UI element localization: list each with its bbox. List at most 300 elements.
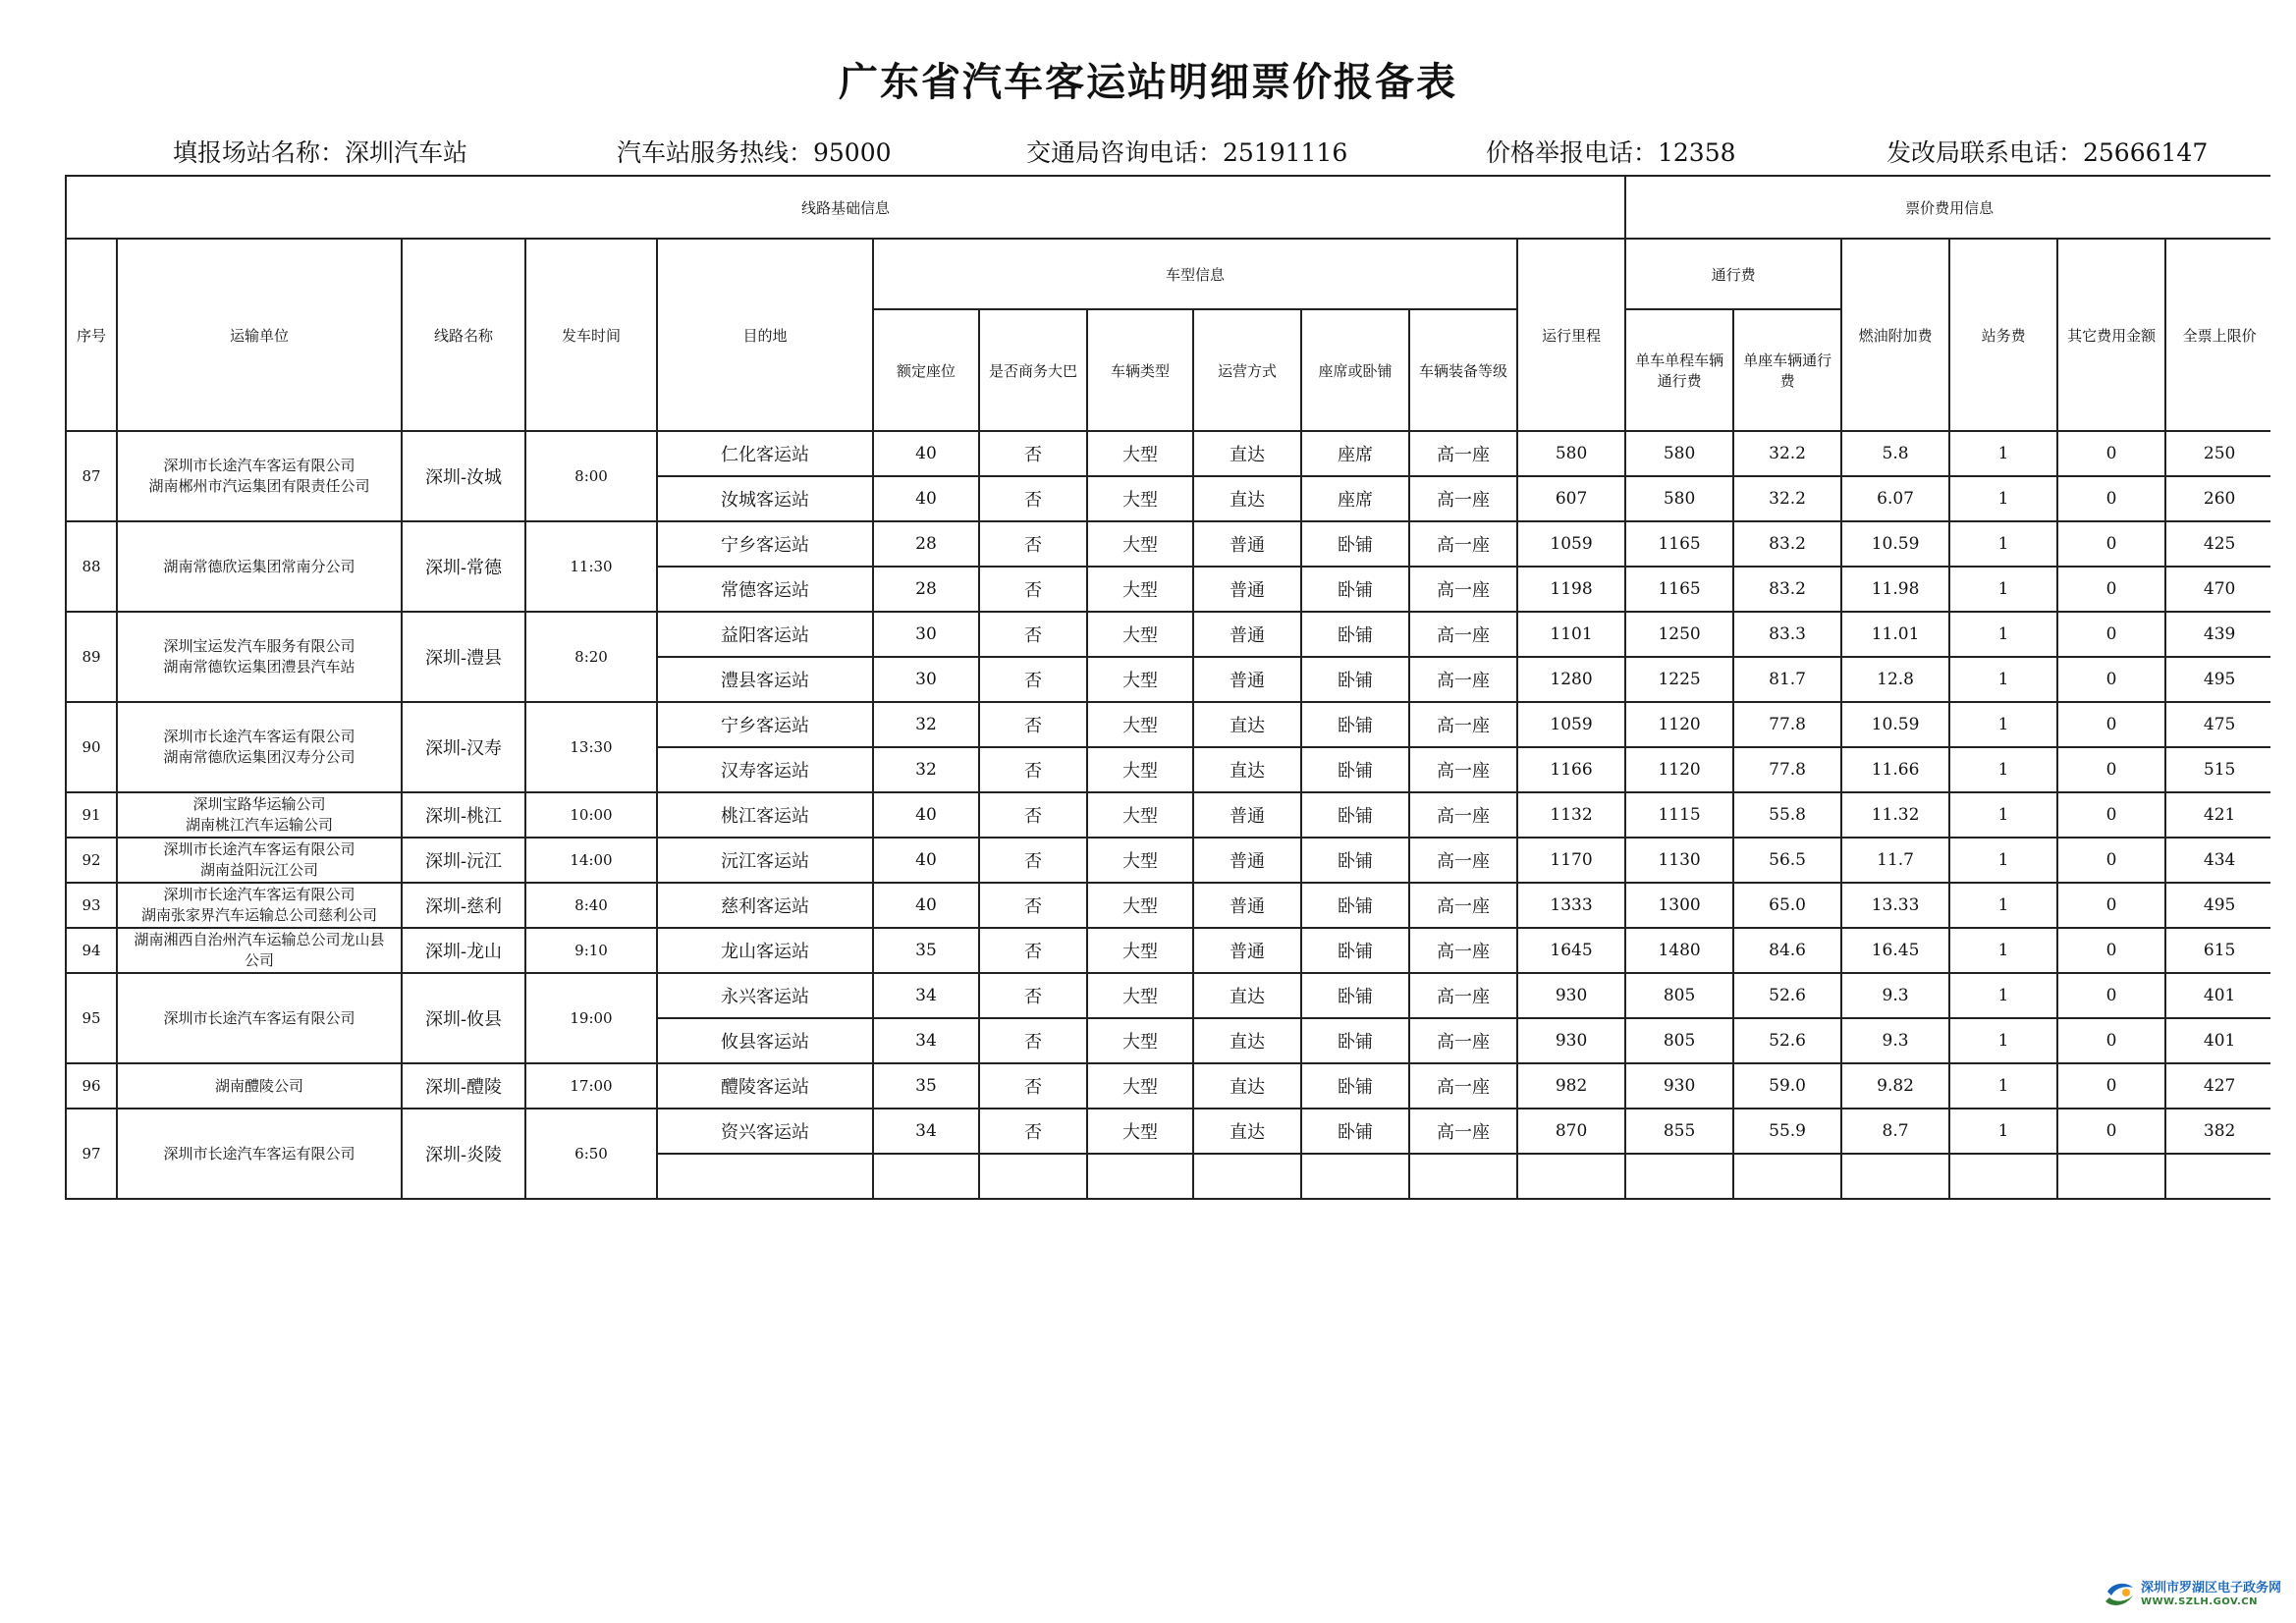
seats-cell <box>873 1154 979 1199</box>
mileage-cell: 930 <box>1517 1018 1625 1063</box>
company-name-line: 深圳市长途汽车客运有限公司 <box>163 840 355 858</box>
destination-cell: 常德客运站 <box>657 567 873 612</box>
station-fee-cell: 1 <box>1949 612 2057 657</box>
destination-cell: 仁化客运站 <box>657 431 873 476</box>
seat-or-sleeper-cell: 座席 <box>1301 476 1409 521</box>
header-equipment-level: 车辆装备等级 <box>1409 309 1517 431</box>
depart-time-cell: 8:20 <box>525 612 657 702</box>
seat-or-sleeper-cell: 卧铺 <box>1301 928 1409 973</box>
szlh-logo-icon <box>2102 1578 2137 1611</box>
vehicle-type-cell <box>1087 1154 1193 1199</box>
service-hotline-label: 汽车站服务热线：95000 <box>617 138 892 167</box>
equipment-level-cell: 高一座 <box>1409 431 1517 476</box>
header-company: 运输单位 <box>117 239 402 431</box>
seat-or-sleeper-cell: 卧铺 <box>1301 1018 1409 1063</box>
company-name-line: 湖南常德钦运集团澧县汽车站 <box>163 658 355 676</box>
equipment-level-cell: 高一座 <box>1409 1063 1517 1109</box>
seats-cell: 35 <box>873 928 979 973</box>
station-fee-cell: 1 <box>1949 567 2057 612</box>
business-bus-cell <box>979 1154 1087 1199</box>
company-name-line: 深圳市长途汽车客运有限公司 <box>163 457 355 474</box>
company-cell <box>117 1109 402 1199</box>
company-cell <box>117 1063 402 1109</box>
operation-mode-cell: 直达 <box>1193 973 1301 1018</box>
toll-per-seat-cell: 83.2 <box>1733 567 1841 612</box>
fuel-surcharge-cell: 10.59 <box>1841 702 1949 747</box>
header-seat-or-sleeper: 座席或卧铺 <box>1301 309 1409 431</box>
company-cell <box>117 973 402 1063</box>
operation-mode-cell: 普通 <box>1193 883 1301 928</box>
seat-or-sleeper-cell: 卧铺 <box>1301 747 1409 792</box>
company-name-line: 湖南张家界汽车运输总公司慈利公司 <box>140 906 377 924</box>
business-bus-cell: 否 <box>979 1018 1087 1063</box>
toll-per-vehicle-cell: 1120 <box>1625 747 1733 792</box>
vehicle-type-cell: 大型 <box>1087 702 1193 747</box>
price-cap-cell: 475 <box>2165 702 2270 747</box>
price-cap-cell: 495 <box>2165 883 2270 928</box>
toll-per-vehicle-cell: 1120 <box>1625 702 1733 747</box>
business-bus-cell: 否 <box>979 521 1087 567</box>
toll-per-vehicle-cell: 580 <box>1625 476 1733 521</box>
header-business-bus: 是否商务大巴 <box>979 309 1087 431</box>
toll-per-vehicle-cell: 1225 <box>1625 657 1733 702</box>
other-fee-cell: 0 <box>2057 567 2165 612</box>
header-depart-time: 发车时间 <box>525 239 657 431</box>
price-cap-cell: 439 <box>2165 612 2270 657</box>
company-name-line: 深圳市长途汽车客运有限公司 <box>163 1144 355 1163</box>
operation-mode-cell: 直达 <box>1193 747 1301 792</box>
other-fee-cell: 0 <box>2057 612 2165 657</box>
operation-mode-cell: 普通 <box>1193 657 1301 702</box>
mileage-cell: 1132 <box>1517 792 1625 838</box>
equipment-level-cell: 高一座 <box>1409 838 1517 883</box>
vehicle-type-cell: 大型 <box>1087 928 1193 973</box>
company-name-line: 深圳市长途汽车客运有限公司 <box>163 1008 355 1027</box>
logo-url-text: WWW.SZLH.GOV.CN <box>2141 1596 2258 1607</box>
other-fee-cell: 0 <box>2057 476 2165 521</box>
seats-cell: 34 <box>873 1109 979 1154</box>
station-fee-cell: 1 <box>1949 838 2057 883</box>
seats-cell: 28 <box>873 567 979 612</box>
company-name-line: 湖南醴陵公司 <box>214 1076 303 1095</box>
equipment-level-cell: 高一座 <box>1409 521 1517 567</box>
header-fuel-surcharge: 燃油附加费 <box>1841 239 1949 431</box>
company-cell <box>117 612 402 702</box>
vehicle-type-cell: 大型 <box>1087 567 1193 612</box>
destination-cell: 汉寿客运站 <box>657 747 873 792</box>
mileage-cell: 1166 <box>1517 747 1625 792</box>
vehicle-type-cell: 大型 <box>1087 1109 1193 1154</box>
seats-cell: 40 <box>873 476 979 521</box>
other-fee-cell: 0 <box>2057 928 2165 973</box>
toll-per-vehicle-cell: 805 <box>1625 973 1733 1018</box>
other-fee-cell: 0 <box>2057 1063 2165 1109</box>
operation-mode-cell <box>1193 1154 1301 1199</box>
fare-table-container <box>65 175 2270 1522</box>
header-toll: 通行费 <box>1625 239 1841 309</box>
company-cell <box>117 702 402 792</box>
fuel-surcharge-cell: 6.07 <box>1841 476 1949 521</box>
company-name-line: 湖南常德欣运集团汉寿分公司 <box>163 748 355 766</box>
seats-cell: 40 <box>873 431 979 476</box>
equipment-level-cell: 高一座 <box>1409 1018 1517 1063</box>
equipment-level-cell: 高一座 <box>1409 612 1517 657</box>
fuel-surcharge-cell <box>1841 1154 1949 1199</box>
route-cell: 深圳-沅江 <box>402 838 525 883</box>
station-fee-cell: 1 <box>1949 657 2057 702</box>
equipment-level-cell <box>1409 1154 1517 1199</box>
seq-cell: 95 <box>66 973 117 1063</box>
destination-cell: 汝城客运站 <box>657 476 873 521</box>
seq-cell: 87 <box>66 431 117 521</box>
price-cap-cell: 401 <box>2165 973 2270 1018</box>
route-cell: 深圳-汝城 <box>402 431 525 521</box>
station-name-label: 填报场站名称：深圳汽车站 <box>173 138 468 167</box>
station-fee-cell: 1 <box>1949 883 2057 928</box>
toll-per-seat-cell: 84.6 <box>1733 928 1841 973</box>
business-bus-cell: 否 <box>979 928 1087 973</box>
price-cap-cell: 427 <box>2165 1063 2270 1109</box>
fuel-surcharge-cell: 10.59 <box>1841 521 1949 567</box>
other-fee-cell: 0 <box>2057 883 2165 928</box>
company-cell <box>117 838 402 883</box>
other-fee-cell: 0 <box>2057 1109 2165 1154</box>
company-name-line: 湖南益阳沅江公司 <box>199 861 318 879</box>
seq-cell: 88 <box>66 521 117 612</box>
logo-chinese-text: 深圳市罗湖区电子政务网 <box>2141 1581 2282 1596</box>
site-logo <box>2102 1578 2281 1611</box>
equipment-level-cell: 高一座 <box>1409 883 1517 928</box>
toll-per-seat-cell: 52.6 <box>1733 1018 1841 1063</box>
fuel-surcharge-cell: 5.8 <box>1841 431 1949 476</box>
depart-time-cell: 17:00 <box>525 1063 657 1109</box>
vehicle-type-cell: 大型 <box>1087 612 1193 657</box>
operation-mode-cell: 普通 <box>1193 928 1301 973</box>
company-name-line: 深圳市长途汽车客运有限公司 <box>163 886 355 903</box>
price-cap-cell: 434 <box>2165 838 2270 883</box>
company-cell <box>117 521 402 612</box>
other-fee-cell: 0 <box>2057 431 2165 476</box>
mileage-cell: 1170 <box>1517 838 1625 883</box>
vehicle-type-cell: 大型 <box>1087 1018 1193 1063</box>
toll-per-seat-cell: 77.8 <box>1733 747 1841 792</box>
toll-per-seat-cell: 55.8 <box>1733 792 1841 838</box>
toll-per-vehicle-cell: 1165 <box>1625 567 1733 612</box>
mileage-cell: 580 <box>1517 431 1625 476</box>
toll-per-vehicle-cell: 1250 <box>1625 612 1733 657</box>
toll-per-vehicle-cell: 1115 <box>1625 792 1733 838</box>
fuel-surcharge-cell: 11.7 <box>1841 838 1949 883</box>
price-cap-cell: 250 <box>2165 431 2270 476</box>
traffic-bureau-phone-label: 交通局咨询电话：25191116 <box>1026 138 1348 167</box>
company-name-line: 湖南郴州市汽运集团有限责任公司 <box>148 477 370 495</box>
fuel-surcharge-cell: 13.33 <box>1841 883 1949 928</box>
seats-cell: 40 <box>873 838 979 883</box>
toll-per-vehicle-cell: 580 <box>1625 431 1733 476</box>
fuel-surcharge-cell: 9.3 <box>1841 1018 1949 1063</box>
company-cell <box>117 431 402 521</box>
mileage-cell: 982 <box>1517 1063 1625 1109</box>
operation-mode-cell: 直达 <box>1193 702 1301 747</box>
header-vehicle-type: 车辆类型 <box>1087 309 1193 431</box>
mileage-cell <box>1517 1154 1625 1199</box>
table-row <box>66 928 2270 973</box>
equipment-level-cell: 高一座 <box>1409 702 1517 747</box>
seq-cell: 93 <box>66 883 117 928</box>
price-cap-cell: 401 <box>2165 1018 2270 1063</box>
table-row <box>66 702 2270 747</box>
price-cap-cell: 382 <box>2165 1109 2270 1154</box>
table-row <box>66 1109 2270 1154</box>
price-report-phone-label: 价格举报电话：12358 <box>1486 138 1736 167</box>
destination-cell <box>657 1154 873 1199</box>
company-name-line: 湖南桃江汽车运输公司 <box>185 816 333 834</box>
seat-or-sleeper-cell: 座席 <box>1301 431 1409 476</box>
destination-cell: 醴陵客运站 <box>657 1063 873 1109</box>
business-bus-cell: 否 <box>979 612 1087 657</box>
mileage-cell: 1059 <box>1517 702 1625 747</box>
seq-cell: 97 <box>66 1109 117 1199</box>
other-fee-cell: 0 <box>2057 1018 2165 1063</box>
mileage-cell: 870 <box>1517 1109 1625 1154</box>
equipment-level-cell: 高一座 <box>1409 476 1517 521</box>
dev-bureau-phone-label: 发改局联系电话：25666147 <box>1886 138 2209 167</box>
station-fee-cell: 1 <box>1949 1018 2057 1063</box>
station-fee-cell <box>1949 1154 2057 1199</box>
route-cell: 深圳-攸县 <box>402 973 525 1063</box>
mileage-cell: 930 <box>1517 973 1625 1018</box>
route-cell: 深圳-汉寿 <box>402 702 525 792</box>
depart-time-cell: 19:00 <box>525 973 657 1063</box>
seat-or-sleeper-cell: 卧铺 <box>1301 702 1409 747</box>
seats-cell: 34 <box>873 973 979 1018</box>
seats-cell: 30 <box>873 657 979 702</box>
table-row <box>66 612 2270 657</box>
fare-table <box>65 175 2270 1200</box>
operation-mode-cell: 直达 <box>1193 1109 1301 1154</box>
depart-time-cell: 8:00 <box>525 431 657 521</box>
operation-mode-cell: 直达 <box>1193 1018 1301 1063</box>
mileage-cell: 1645 <box>1517 928 1625 973</box>
toll-per-seat-cell: 32.2 <box>1733 476 1841 521</box>
station-fee-cell: 1 <box>1949 792 2057 838</box>
company-cell <box>117 883 402 928</box>
business-bus-cell: 否 <box>979 476 1087 521</box>
equipment-level-cell: 高一座 <box>1409 792 1517 838</box>
equipment-level-cell: 高一座 <box>1409 747 1517 792</box>
price-cap-cell: 425 <box>2165 521 2270 567</box>
operation-mode-cell: 普通 <box>1193 567 1301 612</box>
seat-or-sleeper-cell: 卧铺 <box>1301 1109 1409 1154</box>
route-cell: 深圳-龙山 <box>402 928 525 973</box>
fuel-surcharge-cell: 11.98 <box>1841 567 1949 612</box>
depart-time-cell: 10:00 <box>525 792 657 838</box>
seats-cell: 30 <box>873 612 979 657</box>
route-cell: 深圳-醴陵 <box>402 1063 525 1109</box>
seat-or-sleeper-cell: 卧铺 <box>1301 657 1409 702</box>
header-other-fee: 其它费用金额 <box>2057 239 2165 431</box>
destination-cell: 桃江客运站 <box>657 792 873 838</box>
business-bus-cell: 否 <box>979 792 1087 838</box>
seats-cell: 32 <box>873 747 979 792</box>
fuel-surcharge-cell: 12.8 <box>1841 657 1949 702</box>
header-toll-per-vehicle: 单车单程车辆通行费 <box>1625 309 1733 431</box>
destination-cell: 慈利客运站 <box>657 883 873 928</box>
business-bus-cell: 否 <box>979 1063 1087 1109</box>
equipment-level-cell: 高一座 <box>1409 973 1517 1018</box>
seat-or-sleeper-cell: 卧铺 <box>1301 521 1409 567</box>
toll-per-seat-cell: 56.5 <box>1733 838 1841 883</box>
mileage-cell: 607 <box>1517 476 1625 521</box>
depart-time-cell: 8:40 <box>525 883 657 928</box>
company-name-line: 深圳宝路华运输公司 <box>192 795 326 813</box>
other-fee-cell: 0 <box>2057 838 2165 883</box>
vehicle-type-cell: 大型 <box>1087 973 1193 1018</box>
vehicle-type-cell: 大型 <box>1087 792 1193 838</box>
fuel-surcharge-cell: 11.66 <box>1841 747 1949 792</box>
table-row <box>66 431 2270 476</box>
seq-cell: 96 <box>66 1063 117 1109</box>
operation-mode-cell: 直达 <box>1193 431 1301 476</box>
header-operation-mode: 运营方式 <box>1193 309 1301 431</box>
other-fee-cell: 0 <box>2057 521 2165 567</box>
seats-cell: 28 <box>873 521 979 567</box>
seats-cell: 34 <box>873 1018 979 1063</box>
fuel-surcharge-cell: 9.82 <box>1841 1063 1949 1109</box>
destination-cell: 龙山客运站 <box>657 928 873 973</box>
depart-time-cell: 6:50 <box>525 1109 657 1199</box>
table-row <box>66 973 2270 1018</box>
vehicle-type-cell: 大型 <box>1087 838 1193 883</box>
operation-mode-cell: 普通 <box>1193 521 1301 567</box>
toll-per-vehicle-cell: 1165 <box>1625 521 1733 567</box>
company-name-line: 公司 <box>244 951 274 969</box>
destination-cell: 资兴客运站 <box>657 1109 873 1154</box>
mileage-cell: 1198 <box>1517 567 1625 612</box>
station-fee-cell: 1 <box>1949 702 2057 747</box>
business-bus-cell: 否 <box>979 973 1087 1018</box>
business-bus-cell: 否 <box>979 431 1087 476</box>
toll-per-vehicle-cell: 855 <box>1625 1109 1733 1154</box>
toll-per-seat-cell: 83.3 <box>1733 612 1841 657</box>
table-row <box>66 1063 2270 1109</box>
destination-cell: 益阳客运站 <box>657 612 873 657</box>
price-cap-cell: 260 <box>2165 476 2270 521</box>
company-cell <box>117 928 402 973</box>
equipment-level-cell: 高一座 <box>1409 657 1517 702</box>
fuel-surcharge-cell: 8.7 <box>1841 1109 1949 1154</box>
table-row <box>66 883 2270 928</box>
seat-or-sleeper-cell: 卧铺 <box>1301 883 1409 928</box>
equipment-level-cell: 高一座 <box>1409 567 1517 612</box>
route-cell: 深圳-炎陵 <box>402 1109 525 1199</box>
vehicle-type-cell: 大型 <box>1087 1063 1193 1109</box>
route-cell: 深圳-常德 <box>402 521 525 612</box>
seats-cell: 32 <box>873 702 979 747</box>
vehicle-type-cell: 大型 <box>1087 476 1193 521</box>
mileage-cell: 1333 <box>1517 883 1625 928</box>
other-fee-cell: 0 <box>2057 657 2165 702</box>
table-row <box>66 838 2270 883</box>
price-cap-cell: 615 <box>2165 928 2270 973</box>
fuel-surcharge-cell: 9.3 <box>1841 973 1949 1018</box>
destination-cell: 沅江客运站 <box>657 838 873 883</box>
route-cell: 深圳-桃江 <box>402 792 525 838</box>
operation-mode-cell: 普通 <box>1193 838 1301 883</box>
toll-per-vehicle-cell: 930 <box>1625 1063 1733 1109</box>
price-cap-cell: 470 <box>2165 567 2270 612</box>
toll-per-seat-cell: 65.0 <box>1733 883 1841 928</box>
seat-or-sleeper-cell: 卧铺 <box>1301 838 1409 883</box>
station-fee-cell: 1 <box>1949 973 2057 1018</box>
other-fee-cell: 0 <box>2057 747 2165 792</box>
other-fee-cell: 0 <box>2057 702 2165 747</box>
vehicle-type-cell: 大型 <box>1087 521 1193 567</box>
operation-mode-cell: 普通 <box>1193 792 1301 838</box>
fare-table-body <box>66 431 2270 1199</box>
header-basic-info: 线路基础信息 <box>66 176 1625 239</box>
business-bus-cell: 否 <box>979 747 1087 792</box>
toll-per-seat-cell: 59.0 <box>1733 1063 1841 1109</box>
header-station-fee: 站务费 <box>1949 239 2057 431</box>
station-fee-cell: 1 <box>1949 521 2057 567</box>
fuel-surcharge-cell: 11.32 <box>1841 792 1949 838</box>
header-mileage: 运行里程 <box>1517 239 1625 431</box>
seq-cell: 94 <box>66 928 117 973</box>
toll-per-seat-cell: 32.2 <box>1733 431 1841 476</box>
business-bus-cell: 否 <box>979 838 1087 883</box>
route-cell: 深圳-澧县 <box>402 612 525 702</box>
depart-time-cell: 13:30 <box>525 702 657 792</box>
depart-time-cell: 14:00 <box>525 838 657 883</box>
toll-per-seat-cell <box>1733 1154 1841 1199</box>
vehicle-type-cell: 大型 <box>1087 747 1193 792</box>
mileage-cell: 1101 <box>1517 612 1625 657</box>
operation-mode-cell: 普通 <box>1193 612 1301 657</box>
toll-per-vehicle-cell: 805 <box>1625 1018 1733 1063</box>
seats-cell: 35 <box>873 1063 979 1109</box>
header-fee-info: 票价费用信息 <box>1625 176 2270 239</box>
table-row <box>66 521 2270 567</box>
toll-per-vehicle-cell: 1300 <box>1625 883 1733 928</box>
company-name-line: 湖南常德欣运集团常南分公司 <box>163 557 355 575</box>
business-bus-cell: 否 <box>979 657 1087 702</box>
operation-mode-cell: 直达 <box>1193 1063 1301 1109</box>
destination-cell: 宁乡客运站 <box>657 521 873 567</box>
destination-cell: 永兴客运站 <box>657 973 873 1018</box>
station-fee-cell: 1 <box>1949 1063 2057 1109</box>
destination-cell: 攸县客运站 <box>657 1018 873 1063</box>
company-cell <box>117 792 402 838</box>
seat-or-sleeper-cell <box>1301 1154 1409 1199</box>
toll-per-seat-cell: 55.9 <box>1733 1109 1841 1154</box>
toll-per-seat-cell: 81.7 <box>1733 657 1841 702</box>
header-seats: 额定座位 <box>873 309 979 431</box>
price-cap-cell: 421 <box>2165 792 2270 838</box>
depart-time-cell: 9:10 <box>525 928 657 973</box>
price-cap-cell <box>2165 1154 2270 1199</box>
seat-or-sleeper-cell: 卧铺 <box>1301 1063 1409 1109</box>
seq-cell: 92 <box>66 838 117 883</box>
price-cap-cell: 515 <box>2165 747 2270 792</box>
header-route: 线路名称 <box>402 239 525 431</box>
business-bus-cell: 否 <box>979 1109 1087 1154</box>
price-cap-cell: 495 <box>2165 657 2270 702</box>
toll-per-seat-cell: 52.6 <box>1733 973 1841 1018</box>
header-seq: 序号 <box>66 239 117 431</box>
toll-per-vehicle-cell <box>1625 1154 1733 1199</box>
table-row <box>66 792 2270 838</box>
